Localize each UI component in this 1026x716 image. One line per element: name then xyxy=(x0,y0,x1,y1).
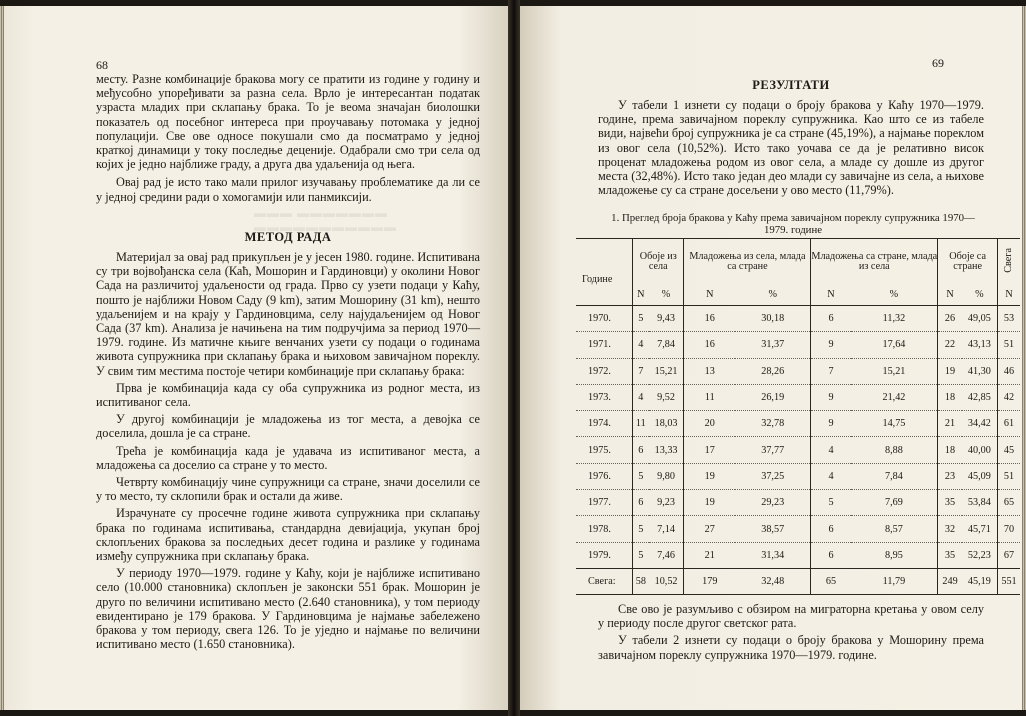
table-cell: 16 xyxy=(684,306,735,332)
table-cell: 53 xyxy=(998,306,1021,332)
table-cell: 46 xyxy=(998,358,1021,384)
table-cell: 26 xyxy=(938,306,962,332)
table-cell: 11,32 xyxy=(851,306,938,332)
table-cell: 42,85 xyxy=(962,384,998,410)
table-cell: 27 xyxy=(684,516,735,542)
table-row xyxy=(576,332,1020,358)
table-cell: 34,42 xyxy=(962,411,998,437)
table-cell: 5 xyxy=(633,516,649,542)
table-cell: 51 xyxy=(998,463,1021,489)
table-cell: 15,21 xyxy=(851,358,938,384)
results-text xyxy=(598,98,984,197)
table-cell: 13,33 xyxy=(649,437,684,463)
section-title: МЕТОД РАДА xyxy=(244,230,332,244)
year-cell: 1971. xyxy=(576,332,633,358)
table-cell: 37,25 xyxy=(735,463,811,489)
group-header: Обоје са стране xyxy=(938,239,998,286)
left-page xyxy=(4,6,508,710)
table-cell: 31,37 xyxy=(735,332,811,358)
right-page xyxy=(520,6,1022,710)
table-row xyxy=(576,463,1020,489)
table-cell: 5 xyxy=(633,306,649,332)
table-cell: 15,21 xyxy=(649,358,684,384)
paragraph: Прва је комбинација када су оба супружника из родног места, из испитиваног села. xyxy=(96,380,480,410)
table-cell: 53,84 xyxy=(962,490,998,516)
table-cell: 23 xyxy=(938,463,962,489)
table-cell: 58 xyxy=(633,568,649,594)
table-caption: 1. Преглед броја бракова у Каћу према завичајном пореклу супружника 1970—1979. године xyxy=(611,212,975,236)
table-cell: 61 xyxy=(998,411,1021,437)
sub-header: N xyxy=(938,285,962,306)
year-cell: 1970. xyxy=(576,306,633,332)
table-row xyxy=(576,411,1020,437)
table-cell: 13 xyxy=(684,358,735,384)
table-subheader-row xyxy=(576,285,1020,306)
table-cell: 18 xyxy=(938,384,962,410)
paragraph: У другој комбинацији је младожења из тог места, а девојка се доселила, дошла је са стране. xyxy=(96,412,480,441)
sub-header: N xyxy=(811,285,851,306)
table-cell: 21 xyxy=(684,542,735,568)
table-cell: 52,23 xyxy=(962,542,998,568)
table-cell: 5 xyxy=(633,463,649,489)
sub-header: N xyxy=(684,285,735,306)
group-header: Младожења са стране, млада из села xyxy=(811,239,938,286)
sub-header: % xyxy=(735,285,811,306)
table-cell: 6 xyxy=(811,306,851,332)
table-cell: 45,19 xyxy=(962,568,998,594)
table-cell: 11,79 xyxy=(851,568,938,594)
table-cell: 4 xyxy=(633,332,649,358)
bleed-through-text: ▬▬▬ ▬▬▬▬▬▬▬ ▬▬▬▬▬▬▬▬▬▬▬ xyxy=(254,206,397,234)
table-cell: 30,18 xyxy=(735,306,811,332)
results-text-after xyxy=(598,602,984,662)
table-cell: 9,43 xyxy=(649,306,684,332)
table-cell: 7,46 xyxy=(649,542,684,568)
page-number: 68 xyxy=(96,58,108,72)
book-gutter xyxy=(508,0,520,716)
table-cell: 38,57 xyxy=(735,516,811,542)
table-cell: 6 xyxy=(811,516,851,542)
table-cell: 10,52 xyxy=(649,568,684,594)
marriages-table xyxy=(576,238,1020,595)
table-cell: 7,14 xyxy=(649,516,684,542)
table-cell: 18 xyxy=(938,437,962,463)
table-cell: 31,34 xyxy=(735,542,811,568)
paragraph: Израчунате су просечне године живота супружника при склапању брака по годинама испитивања, стандардна девијација, укупан број склопљених бракова за последњих десет година и разлике у годинама између супружника при склапању брака. xyxy=(96,506,480,564)
sub-header: N xyxy=(633,285,649,306)
table-row xyxy=(576,437,1020,463)
paragraph: У табели 1 изнети су подаци о броју бракова у Каћу 1970—1979. године, према завичајном пореклу супружника. Као што се из табеле види, највећи број супружника је са стране (45,19%), а најмање пореклом из овог села (10,52%). Исто тако уочава се да је релативно висок проценат младожења родом из овог села, а младе су дошле из другог места (32,48%). Исто тако један део млади су завичајне из села, а њихове младожење су са стране досељени у ово место (11,79%). xyxy=(598,98,984,198)
table-cell: 5 xyxy=(633,542,649,568)
year-cell: 1978. xyxy=(576,516,633,542)
table-cell: 28,26 xyxy=(735,358,811,384)
table-row xyxy=(576,358,1020,384)
table-cell: 65 xyxy=(811,568,851,594)
intro-text xyxy=(96,72,480,204)
table-cell: 8,95 xyxy=(851,542,938,568)
table-cell: 4 xyxy=(811,463,851,489)
table-cell: 42 xyxy=(998,384,1021,410)
group-header: Младожења из села, млада са стране xyxy=(684,239,811,286)
table-cell: 5 xyxy=(811,490,851,516)
table-cell: 32,78 xyxy=(735,411,811,437)
table-cell: 18,03 xyxy=(649,411,684,437)
method-text xyxy=(96,250,480,651)
table-cell: 551 xyxy=(998,568,1021,594)
table-cell: 37,77 xyxy=(735,437,811,463)
year-header: Године xyxy=(576,239,633,286)
table-cell: 45 xyxy=(998,437,1021,463)
paragraph: Материјал за овај рад прикупљен је у јесен 1980. године. Испитивана су три војвођанска села (Каћ, Мошорин и Гардиновци) у околини Новог Сада на различитој удаљености од града. Прво су узети подаци у Каћу, пошто је најближи Новом Саду (9 km), затим Мошорину (31 km), нешто удаљенијем и на крају у Гардиновцима, селу најудаљенијем од Новог Сада (37 km). Анализа је начињена на тим подручјима за период 1970—1979. године. Из матичне књиге венчаних узети су подаци о годинама живота супружника при склапању брака и њиховом завичајном пореклу. У свим тим местима постоје четири комбинације при склапању брака: xyxy=(96,250,480,378)
table-cell: 179 xyxy=(684,568,735,594)
table-cell: 249 xyxy=(938,568,962,594)
table-cell: 8,88 xyxy=(851,437,938,463)
table-cell: 14,75 xyxy=(851,411,938,437)
table-cell: 6 xyxy=(633,437,649,463)
table-cell: 9 xyxy=(811,384,851,410)
year-cell: 1977. xyxy=(576,490,633,516)
table-cell: 4 xyxy=(811,437,851,463)
table-cell: 67 xyxy=(998,542,1021,568)
table-total-row xyxy=(576,568,1020,594)
table-row xyxy=(576,306,1020,332)
table-cell: 9 xyxy=(811,411,851,437)
year-cell: 1979. xyxy=(576,542,633,568)
year-cell: 1974. xyxy=(576,411,633,437)
table-cell: 7,84 xyxy=(649,332,684,358)
table-cell: 4 xyxy=(633,384,649,410)
table-cell: 49,05 xyxy=(962,306,998,332)
sub-header: % xyxy=(962,285,998,306)
table-cell: 21 xyxy=(938,411,962,437)
table-cell: 26,19 xyxy=(735,384,811,410)
table-cell: 45,09 xyxy=(962,463,998,489)
table-cell: 19 xyxy=(684,490,735,516)
table-cell: 70 xyxy=(998,516,1021,542)
table-cell: 8,57 xyxy=(851,516,938,542)
table-cell: 40,00 xyxy=(962,437,998,463)
table-row xyxy=(576,384,1020,410)
table-cell: 65 xyxy=(998,490,1021,516)
paragraph: У табели 2 изнети су подаци о броју бракова у Мошорину према завичајном пореклу супружника 1970—1979. године. xyxy=(598,633,984,662)
year-cell: Свега: xyxy=(576,568,633,594)
group-header: Обоје из села xyxy=(633,239,684,286)
table-cell: 19 xyxy=(684,463,735,489)
table-cell: 35 xyxy=(938,542,962,568)
year-cell: 1975. xyxy=(576,437,633,463)
table-cell: 9,23 xyxy=(649,490,684,516)
table-cell: 17,64 xyxy=(851,332,938,358)
table-cell: 17 xyxy=(684,437,735,463)
section-title: РЕЗУЛТАТИ xyxy=(752,78,830,92)
table-cell: 16 xyxy=(684,332,735,358)
paragraph: Четврту комбинацију чине супружници са стране, значи доселили се у то место, ту склопили брак и остали да живе. xyxy=(96,475,480,504)
table-cell: 20 xyxy=(684,411,735,437)
year-cell: 1972. xyxy=(576,358,633,384)
table-cell: 7 xyxy=(811,358,851,384)
table-cell: 9 xyxy=(811,332,851,358)
total-header xyxy=(998,239,1021,286)
year-cell: 1976. xyxy=(576,463,633,489)
sub-header: N xyxy=(998,285,1021,306)
table-cell: 35 xyxy=(938,490,962,516)
paragraph: месту. Разне комбинације бракова могу се пратити из године у годину и међусобно упоређивати за разна села. Врло је интересантан податак узраста младих при склапању брака. То је веома значајан биолошки показатељ од посебног интереса при проучавању потомака у једној популацији. Све ове односе покушали смо да посматрамо у једној краткој динамици у току последње деценије. Одабрали смо три села од којих је једно најближе граду, а друга два удаљенија од њега. xyxy=(96,72,480,172)
sub-header xyxy=(576,285,633,306)
paragraph: Трећа је комбинација када је удавача из испитиваног места, а младожења са доселио са стране у то место. xyxy=(96,443,480,472)
paragraph: У периоду 1970—1979. године у Каћу, који је најближе испитивано село (10.000 становника) склопљен је законски 551 брак. Мошорин је друго по величини испитивано место (2.640 становника), у том периоду евидентирано је 179 бракова. У Гардиновцима је најмање забележено бракова у том периоду, свега 126. То је уједно и најмање по величини испитивано место (1.650 становника). xyxy=(96,566,480,652)
sub-header: % xyxy=(649,285,684,306)
table-cell: 29,23 xyxy=(735,490,811,516)
table-cell: 11 xyxy=(633,411,649,437)
table-header-row xyxy=(576,239,1020,286)
table-cell: 45,71 xyxy=(962,516,998,542)
table-cell: 51 xyxy=(998,332,1021,358)
table-cell: 7,84 xyxy=(851,463,938,489)
table-cell: 21,42 xyxy=(851,384,938,410)
page-number: 69 xyxy=(932,56,944,70)
paragraph: Овај рад је исто тако мали прилог изучавању проблематике да ли се у једној средини ради о хомогамији или панмиксији. xyxy=(96,175,480,204)
table-cell: 32,48 xyxy=(735,568,811,594)
table-row xyxy=(576,516,1020,542)
table-cell: 6 xyxy=(811,542,851,568)
paragraph: Све ово је разумљиво с обзиром на миграторна кретања у овом селу у периоду после другог светског рата. xyxy=(598,602,984,631)
table-cell: 32 xyxy=(938,516,962,542)
table-cell: 41,30 xyxy=(962,358,998,384)
table-cell: 11 xyxy=(684,384,735,410)
table-cell: 6 xyxy=(633,490,649,516)
table-cell: 43,13 xyxy=(962,332,998,358)
table-cell: 7 xyxy=(633,358,649,384)
sub-header: % xyxy=(851,285,938,306)
table-cell: 22 xyxy=(938,332,962,358)
table-cell: 9,52 xyxy=(649,384,684,410)
table-cell: 7,69 xyxy=(851,490,938,516)
year-cell: 1973. xyxy=(576,384,633,410)
table-cell: 19 xyxy=(938,358,962,384)
total-header-label: Свега xyxy=(1002,247,1014,273)
page-edges-right xyxy=(1022,6,1026,710)
table-body xyxy=(576,306,1020,595)
table-row xyxy=(576,490,1020,516)
table-cell: 9,80 xyxy=(649,463,684,489)
table-row xyxy=(576,542,1020,568)
